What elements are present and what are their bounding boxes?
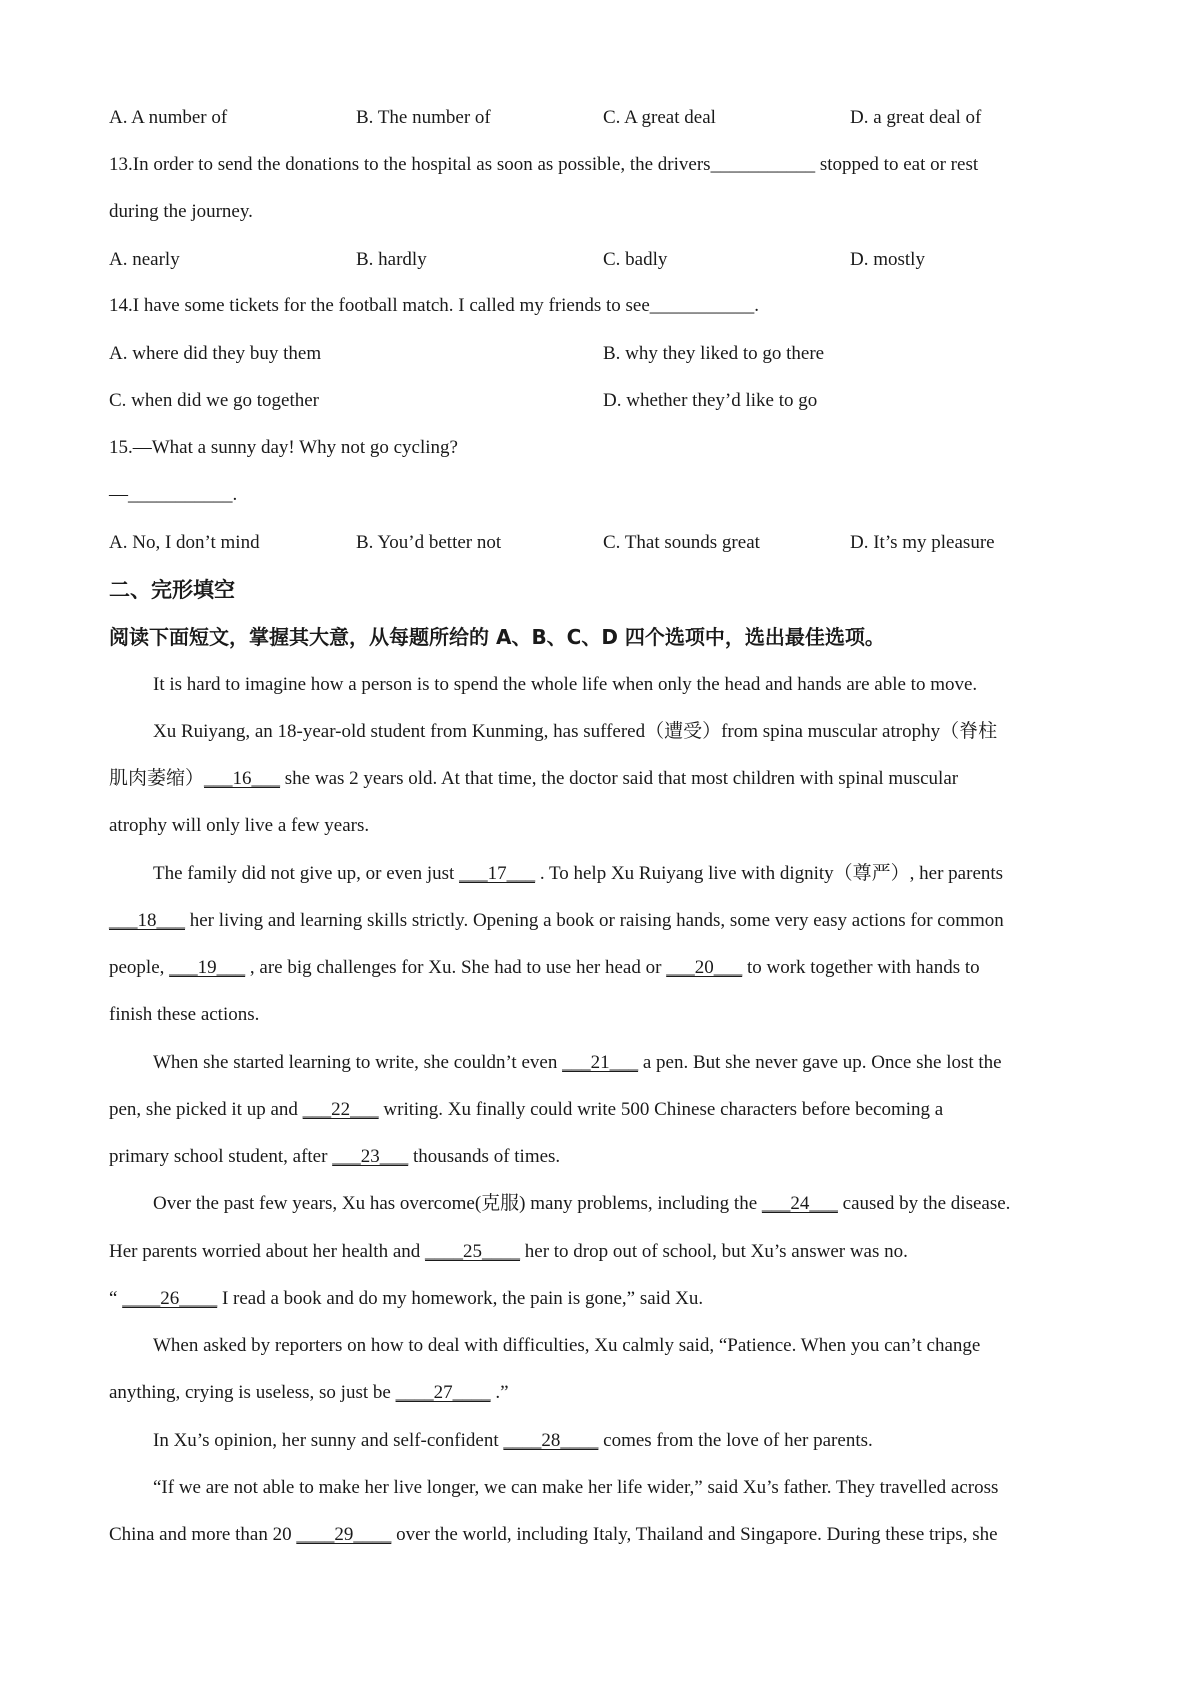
- passage-p3-line1: [153, 862, 1153, 886]
- blank-16: ___16___: [204, 768, 281, 789]
- passage-p5-line2: [109, 1240, 1109, 1264]
- q12-option-b: B. The number of: [356, 107, 491, 128]
- blank-23: ___23___: [332, 1146, 409, 1167]
- q13-option-a: A. nearly: [109, 249, 180, 270]
- passage-p8-line1: “If we are not able to make her live longer, we can make her life wider,” said Xu’s father. They travelled across: [153, 1477, 999, 1498]
- q13-stem-line2: during the journey.: [109, 201, 253, 222]
- q13-stem-line1: 13.In order to send the donations to the hospital as soon as possible, the drivers___________ stopped to eat or rest: [109, 154, 979, 175]
- passage-text: pen, she picked it up and: [109, 1099, 303, 1120]
- passage-p4-line3: [109, 1145, 1109, 1169]
- blank-21: ___21___: [562, 1052, 639, 1073]
- blank-18: ___18___: [109, 910, 185, 931]
- passage-text: primary school student, after: [109, 1146, 333, 1167]
- q15-option-d: D. It’s my pleasure: [850, 532, 995, 553]
- q15-option-b: B. You’d better not: [356, 532, 502, 553]
- passage-p6-line2: [109, 1381, 1109, 1405]
- blank-22: ___22___: [302, 1099, 379, 1120]
- passage-text: The family did not give up, or even just: [153, 863, 460, 884]
- q15-reply: —___________.: [109, 484, 238, 505]
- passage-p5-line3: [109, 1287, 1109, 1311]
- passage-p3-line4: finish these actions.: [109, 1004, 260, 1025]
- q12-option-d: D. a great deal of: [850, 107, 982, 128]
- q12-option-c: C. A great deal: [603, 107, 716, 128]
- passage-p2-line2: [109, 767, 1109, 791]
- passage-text: “: [109, 1288, 123, 1309]
- passage-text: In Xu’s opinion, her sunny and self-confident: [153, 1430, 504, 1451]
- q13-option-d: D. mostly: [850, 249, 925, 270]
- blank-27: ____27____: [395, 1382, 491, 1403]
- passage-text: comes from the love of her parents.: [598, 1430, 873, 1451]
- blank-17: ___17___: [459, 863, 536, 884]
- passage-text: she was 2 years old. At that time, the doctor said that most children with spinal muscular: [280, 768, 959, 789]
- passage-text: . To help Xu Ruiyang live with dignity（尊严）, her parents: [535, 863, 1004, 884]
- passage-text: Over the past few years, Xu has overcome(克服) many problems, including the: [153, 1193, 762, 1214]
- passage-text: a pen. But she never gave up. Once she lost the: [638, 1052, 1002, 1073]
- passage-text: China and more than 20: [109, 1524, 297, 1545]
- passage-p5-line1: [153, 1192, 1153, 1216]
- q13-option-c: C. badly: [603, 249, 668, 270]
- q15-stem: 15.—What a sunny day! Why not go cycling?: [109, 437, 458, 458]
- passage-text: caused by the disease.: [837, 1193, 1011, 1214]
- passage-text: to work together with hands to: [742, 957, 980, 978]
- blank-19: ___19___: [169, 957, 246, 978]
- section-title: 二、完形填空: [109, 578, 235, 602]
- passage-text: her living and learning skills strictly. Opening a book or raising hands, some very easy actions for common: [185, 910, 1004, 931]
- passage-p3-line2: [109, 909, 1109, 933]
- blank-25: ____25____: [425, 1241, 521, 1262]
- q15-option-c: C. That sounds great: [603, 532, 760, 553]
- blank-20: ___20___: [666, 957, 743, 978]
- passage-text: people,: [109, 957, 170, 978]
- passage-p8-line2: [109, 1523, 1109, 1547]
- passage-p2-line1: Xu Ruiyang, an 18-year-old student from Kunming, has suffered（遭受）from spina muscular atrophy（脊柱: [153, 721, 998, 742]
- q13-option-b: B. hardly: [356, 249, 427, 270]
- passage-text: , are big challenges for Xu. She had to use her head or: [245, 957, 667, 978]
- passage-text: writing. Xu finally could write 500 Chinese characters before becoming a: [378, 1099, 944, 1120]
- passage-text: When she started learning to write, she couldn’t even: [153, 1052, 563, 1073]
- passage-p1: It is hard to imagine how a person is to spend the whole life when only the head and hands are able to move.: [153, 674, 978, 695]
- passage-text: her to drop out of school, but Xu’s answer was no.: [520, 1241, 908, 1262]
- passage-p3-line3: [109, 956, 1109, 980]
- blank-26: ____26____: [122, 1288, 218, 1309]
- q14-option-b: B. why they liked to go there: [603, 343, 825, 364]
- passage-text: over the world, including Italy, Thailand and Singapore. During these trips, she: [391, 1524, 998, 1545]
- q14-stem: 14.I have some tickets for the football match. I called my friends to see___________.: [109, 295, 760, 316]
- passage-p4-line2: [109, 1098, 1109, 1122]
- blank-29: ____29____: [296, 1524, 392, 1545]
- q12-option-a: A. A number of: [109, 107, 228, 128]
- q14-option-d: D. whether they’d like to go: [603, 390, 818, 411]
- section-instruction: 阅读下面短文，掌握其大意，从每题所给的 A、B、C、D 四个选项中，选出最佳选项。: [109, 625, 885, 649]
- passage-p4-line1: [153, 1051, 1153, 1075]
- q14-option-c: C. when did we go together: [109, 390, 320, 411]
- blank-24: ___24___: [761, 1193, 838, 1214]
- q15-option-a: A. No, I don’t mind: [109, 532, 260, 553]
- passage-text: .”: [490, 1382, 509, 1403]
- passage-text: 肌肉萎缩）: [109, 768, 205, 789]
- blank-28: ____28____: [503, 1430, 599, 1451]
- passage-p6-line1: When asked by reporters on how to deal with difficulties, Xu calmly said, “Patience. When you can’t change: [153, 1335, 981, 1356]
- passage-text: thousands of times.: [408, 1146, 561, 1167]
- passage-text: anything, crying is useless, so just be: [109, 1382, 396, 1403]
- passage-text: Her parents worried about her health and: [109, 1241, 426, 1262]
- passage-p7: [153, 1429, 1153, 1453]
- q14-option-a: A. where did they buy them: [109, 343, 322, 364]
- passage-text: I read a book and do my homework, the pain is gone,” said Xu.: [217, 1288, 704, 1309]
- passage-p2-line3: atrophy will only live a few years.: [109, 815, 370, 836]
